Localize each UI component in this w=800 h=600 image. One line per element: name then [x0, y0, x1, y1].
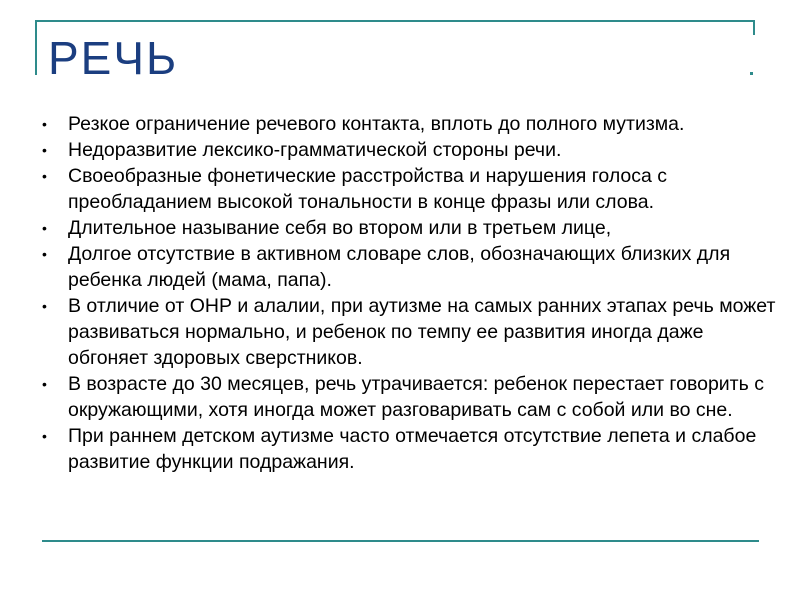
bullet-list — [42, 111, 787, 475]
bullet-icon: • — [42, 116, 47, 132]
bullet-icon: • — [42, 220, 47, 236]
bullet-text: В возрасте до 30 месяцев, речь утрачивается: ребенок перестает говорить с окружающими, хотя иногда может разговаривать сам с собой или во сне. — [68, 373, 764, 421]
bullet-text: В отличие от ОНР и алалии, при аутизме на самых ранних этапах речь может развиваться нормально, и ребенок по темпу ее развития иногда даже обгоняет здоровых сверстников. — [68, 295, 776, 369]
bullet-icon: • — [42, 142, 47, 158]
bullet-icon: • — [42, 428, 47, 444]
bullet-item — [42, 163, 787, 215]
title-frame-dot — [750, 72, 753, 75]
bullet-item — [42, 215, 787, 241]
bullet-item — [42, 137, 787, 163]
bullet-text: Резкое ограничение речевого контакта, вплоть до полного мутизма. — [68, 113, 685, 135]
bullet-icon: • — [42, 246, 47, 262]
bullet-item — [42, 111, 787, 137]
bullet-item — [42, 293, 787, 371]
bullet-item — [42, 241, 787, 293]
bullet-text: Долгое отсутствие в активном словаре слов, обозначающих близких для ребенка людей (мама, папа). — [68, 243, 731, 291]
title-frame-left-line — [35, 20, 37, 75]
bullet-icon: • — [42, 168, 47, 184]
bottom-divider — [42, 540, 759, 542]
bullet-text: Недоразвитие лексико-грамматической стороны речи. — [68, 139, 562, 161]
slide-title: РЕЧЬ — [48, 32, 179, 84]
bullet-text: Длительное называние себя во втором или в третьем лице, — [68, 217, 612, 239]
bullet-item — [42, 423, 787, 475]
bullet-icon: • — [42, 376, 47, 392]
bullet-text: При раннем детском аутизме часто отмечается отсутствие лепета и слабое развитие функции подражания. — [68, 425, 757, 473]
bullet-text: Своеобразные фонетические расстройства и нарушения голоса с преобладанием высокой тональности в конце фразы или слова. — [68, 165, 668, 213]
bullet-item — [42, 371, 787, 423]
title-frame-right-line — [753, 20, 755, 35]
bullet-icon: • — [42, 298, 47, 314]
